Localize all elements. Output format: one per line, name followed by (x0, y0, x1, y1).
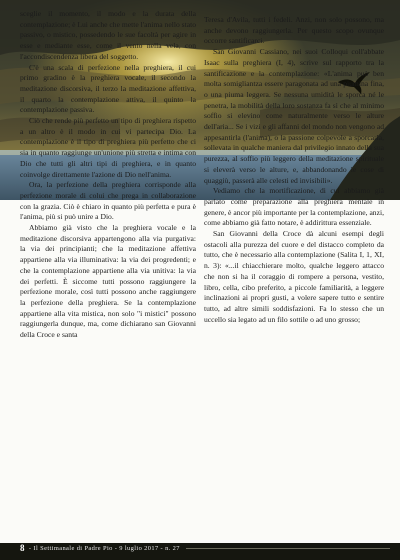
article-right-column (204, 15, 384, 325)
article-left-column (20, 9, 196, 341)
paragraph: Vediamo che la mortificazione, di cui abbiamo già parlato come preparazione alla preghiera mentale in genere, è ancor più importante per la contemplazione, anzi, come abbiamo già fatto notare, è addirittura essenziale. (204, 186, 384, 228)
paragraph: Teresa d'Avila, tutti i fedeli. Anzi, non solo possono, ma anche devono raggiungerla. Per questo scopo ovunque occorre santificarci. (204, 15, 384, 46)
page-number: 8 (20, 543, 25, 553)
paragraph: San Giovanni Cassiano, nei suoi Colloqui coll'abbate Isaac sulla preghiera (I, 4), scrive sul rapporto tra la santificazione e la contemplazione: «L'anima può ben molta somigliantza essere paragonata ad una piumina fina, o una piuma leggera. Se nessuna umidità le sporca né le penetra, la mobilità della loro sostanza fa sì che al minimo soffio si elevino come naturalmente verso le alture dell'aria... Se i vizi e gli affanni del mondo non vengono ad appesantirla (l'anima), o la passione colpevole a sporcarla, sollevata in qualche maniera dal privilegio innato della sua purezza, al soffio più leggero della meditazione spirituale si eleverà verso le alture, e, abbandonando le cose di quaggiù, passerà alle celesti ed invisibili». (204, 47, 384, 185)
paragraph: Abbiamo già visto che la preghiera vocale e la meditazione discorsiva appartengono alla via purgativa: la via dei principianti; che la meditazione affettiva appartiene alla via illuminativa: la via dei progredenti; e che la contemplazione appartiene alla via unitiva: la via dei perfetti. È siccome tutti possono raggiungere la perfezione morale, così tutti possono anche raggiungere la perfezione della preghiera. Se la contemplazione appartiene alla vita mistica, non solo "i mistici" possono raggiungerla dunque, ma, come dichiarano san Giovanni della Croce e santa (20, 223, 196, 340)
publication-line: - Il Settimanale di Padre Pio - 9 luglio 2017 - n. 27 (28, 544, 180, 552)
footer-rule (186, 548, 390, 549)
paragraph: sceglie il momento, il modo e la durata della contemplazione; è Lui anche che mette l'anima nello stato passivo, o mistico, possedendo le sue facoltà per agire in esse e mediante esse, come il vento nella vela, con l'accondiscendenza libera del soggetto. (20, 9, 196, 61)
paragraph: Ciò che rende più perfetto un tipo di preghiera rispetto a un altro è il modo in cui vi partecipa Dio. La contemplazione è il tipo di preghiera più perfetto che ci sia in quanto raggiunge un'unione più stretta e intima con Dio che tutti gli altri tipi di preghiera, e in quanto coinvolge direttamente l'azione di Dio nell'anima. (20, 116, 196, 179)
paragraph: C'è una scala di perfezione nella preghiera, il cui primo gradino è la preghiera vocale, il secondo la meditazione discorsiva, il terzo la meditazione affettiva, il quarto la contemplazione attiva, il quinto la contemplazione passiva. (20, 62, 196, 115)
paragraph: San Giovanni della Croce dà alcuni esempi degli ostacoli alla purezza del cuore e del distacco completo da tutto, che è necessario alla contemplazione (Salita I, 1, XI, n. 3): «...il chiacchierare molto, qualche leggero attacco che non si ha il coraggio di rompere a persona, vestito, libro, cella, cibo preferito, a piccole familiarità, a leggere inclinazioni ai propri gusti, a volere sapere tutto e sentire tutto, ad altre simili soddisfazioni. Fa lo stesso che un uccello sia legato ad un filo sottile o ad uno grosso; (204, 229, 384, 324)
paragraph: Ora, la perfezione della preghiera corrisponde alla perfezione morale di colui che prega in collaborazione con la grazia. Ciò è chiaro in quanto più perfetta e pura è l'anima, più si può unire a Dio. (20, 180, 196, 222)
page-footer (20, 540, 390, 556)
